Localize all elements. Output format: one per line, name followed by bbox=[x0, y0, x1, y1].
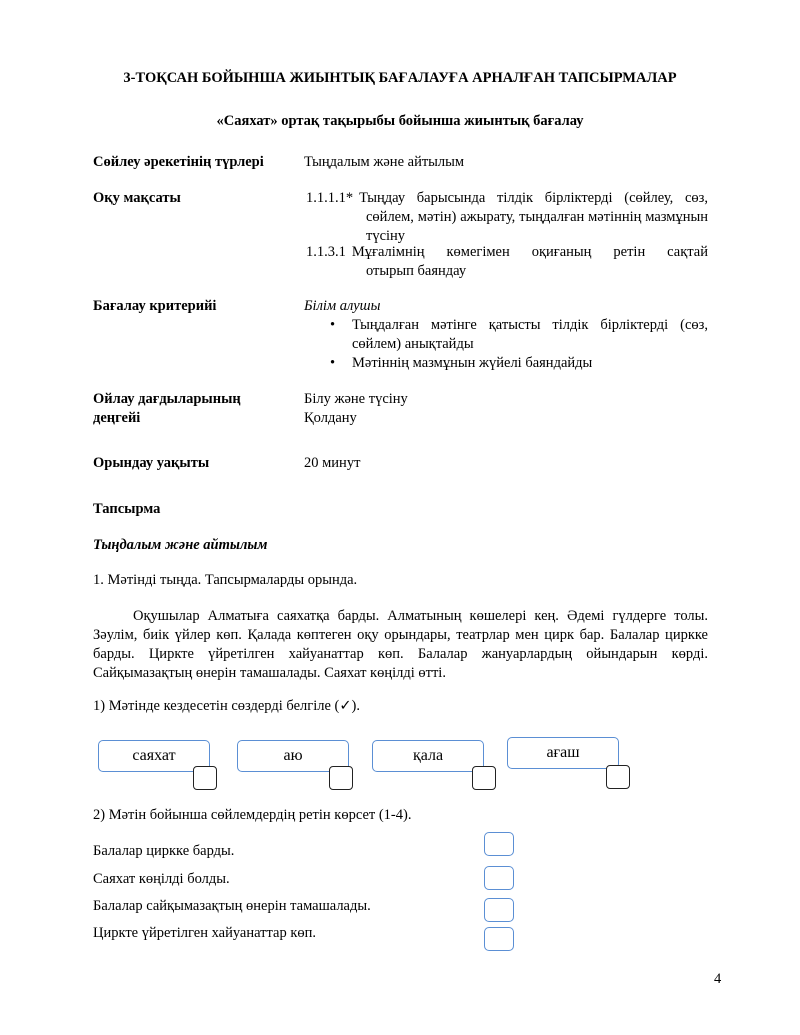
bullet-icon: • bbox=[330, 355, 336, 371]
word-box-agash: ағаш bbox=[507, 737, 619, 769]
criteria-list bbox=[306, 316, 708, 373]
objective-text-rest: отырып баяндау bbox=[366, 263, 467, 279]
order-input-box[interactable] bbox=[484, 927, 514, 951]
word-checkbox[interactable] bbox=[472, 766, 496, 790]
criteria-item: • Мәтіннің мазмұнын жүйелі баяндайды bbox=[330, 355, 593, 371]
word-box-ayu: аю bbox=[237, 740, 349, 772]
task-heading: Тапсырма bbox=[93, 501, 161, 517]
bullet-icon: • bbox=[330, 317, 336, 333]
thinking-skills-values: Білу және түсіну Қолдану bbox=[304, 391, 408, 426]
page-title: 3-ТОҚСАН БОЙЫНША ЖИЫНТЫҚ БАҒАЛАУҒА АРНАЛҒАН ТАПСЫРМАЛАР bbox=[123, 70, 677, 86]
criteria-item: • Тыңдалған мәтінге қатысты тілдік бірліктерді (сөз, сөйлем) анықтайды bbox=[330, 317, 708, 352]
speech-types-label: Сөйлеу әрекетінің түрлері bbox=[93, 154, 264, 170]
sentence-item: Циркте үйретілген хайуанаттар көп. bbox=[93, 925, 317, 941]
word-box-sayakhat: саяхат bbox=[98, 740, 210, 772]
page-number: 4 bbox=[714, 971, 722, 987]
speech-types-value: Тыңдалым және айтылым bbox=[304, 154, 465, 170]
criteria-label: Бағалау критерийі bbox=[93, 298, 217, 314]
objective-item-2 bbox=[306, 243, 708, 281]
objective-text-first-line: Мұғалімнің көмегімен оқиғаның ретін сақтай bbox=[351, 244, 708, 260]
criteria-intro: Білім алушы bbox=[304, 298, 381, 314]
sentence-item: Балалар циркке барды. bbox=[93, 843, 235, 859]
question-2: 2) Мәтін бойынша сөйлемдердің ретін көрсет (1-4). bbox=[93, 807, 412, 823]
task-instruction: 1. Мәтінді тыңда. Тапсырмаларды орында. bbox=[93, 572, 358, 588]
order-input-box[interactable] bbox=[484, 866, 514, 890]
objective-label: Оқу мақсаты bbox=[93, 190, 181, 206]
listening-text: Оқушылар Алматыға саяхатқа барды. Алматының көшелері кең. Әдемі гүлдерге толы. Зәулім, биік үйлер көп. Қалада көптеген оқу орындары, театрлар мен цирк бар. Балалар циркке барды. Циркте үйретілген хайуанаттар көп. Балалар жануарлардың ойындарын көрді. Сайқымазақтың өнерін тамашалады. Саяхат көңілді өтті. bbox=[93, 608, 708, 681]
thinking-skills-label: Ойлау дағдыларының деңгейі bbox=[93, 391, 241, 426]
question-1: 1) Мәтінде кездесетін сөздерді белгіле (✓). bbox=[93, 698, 360, 714]
word-checkbox[interactable] bbox=[329, 766, 353, 790]
objective-number: 1.1.3.1 bbox=[306, 244, 346, 260]
objective-item-1 bbox=[306, 189, 708, 246]
task-subheading: Тыңдалым және айтылым bbox=[93, 537, 268, 553]
sentence-item: Балалар сайқымазақтың өнерін тамашалады. bbox=[93, 898, 371, 914]
time-label: Орындау уақыты bbox=[93, 455, 210, 471]
order-input-box[interactable] bbox=[484, 898, 514, 922]
objective-text-first-line: Тыңдау барысында тілдік бірліктерді (сөйлеу, сөз, bbox=[359, 190, 708, 206]
time-value: 20 минут bbox=[304, 455, 361, 471]
sentence-item: Саяхат көңілді болды. bbox=[93, 871, 230, 887]
word-box-qala: қала bbox=[372, 740, 484, 772]
word-checkbox[interactable] bbox=[606, 765, 630, 789]
order-input-box[interactable] bbox=[484, 832, 514, 856]
objective-number: 1.1.1.1* bbox=[306, 190, 354, 206]
page-subtitle: «Саяхат» ортақ тақырыбы бойынша жиынтық бағалау bbox=[216, 113, 584, 129]
word-checkbox[interactable] bbox=[193, 766, 217, 790]
objective-text-rest: сөйлем, мәтін) ажырату, тыңдалған мәтіннің мазмұнын түсіну bbox=[366, 209, 708, 244]
